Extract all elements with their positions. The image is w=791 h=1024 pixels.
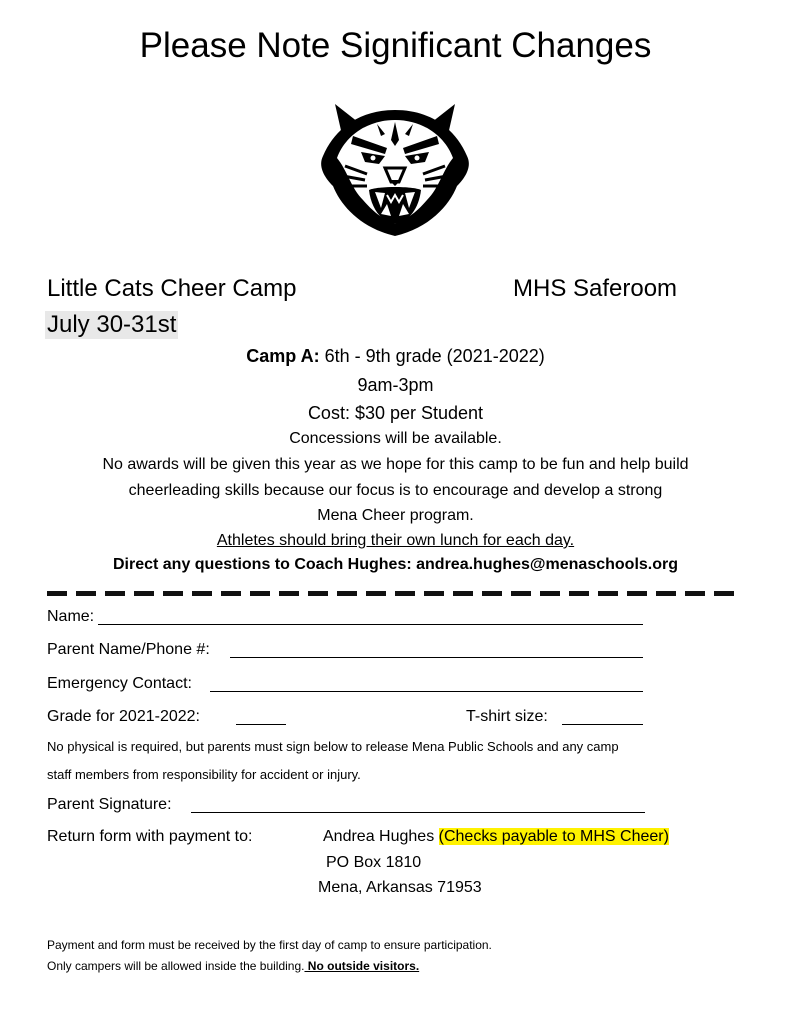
camp-location: MHS Saferoom — [513, 275, 678, 302]
return-address-line — [323, 828, 669, 846]
emergency-field[interactable] — [210, 691, 643, 692]
cut-line-divider — [47, 591, 741, 596]
release-line-1: No physical is required, but parents must sign below to release Mena Public Schools and any camp — [47, 739, 619, 754]
po-box: PO Box 1810 — [326, 854, 422, 871]
no-visitors-note: No outside visitors. — [304, 959, 420, 973]
grade-field[interactable] — [236, 724, 286, 725]
checks-payable-note: (Checks payable to MHS Cheer) — [438, 828, 669, 845]
camp-a-label: Camp A: — [246, 346, 320, 366]
name-label: Name: — [47, 608, 95, 625]
footer-line-1: Payment and form must be received by the first day of camp to ensure participation. — [47, 938, 492, 952]
camp-time: 9am-3pm — [357, 375, 434, 395]
camp-cost: Cost: $30 per Student — [307, 403, 484, 423]
footer-line-2 — [47, 959, 419, 973]
camp-dates: July 30-31st — [47, 311, 177, 338]
contact-line: Direct any questions to Coach Hughes: andrea.hughes@menaschools.org — [112, 556, 679, 573]
camp-a-line — [0, 346, 791, 367]
awards-line-1: No awards will be given this year as we hope for this camp to be fun and help build — [102, 456, 689, 473]
signature-label: Parent Signature: — [47, 796, 172, 813]
return-name: Andrea Hughes — [323, 828, 435, 845]
city-state-zip: Mena, Arkansas 71953 — [318, 879, 482, 896]
camp-name: Little Cats Cheer Camp — [47, 275, 297, 302]
tshirt-label: T-shirt size: — [466, 708, 548, 725]
concessions-note: Concessions will be available. — [289, 430, 502, 447]
page-title: Please Note Significant Changes — [139, 26, 652, 65]
wildcat-mascot-icon — [315, 96, 475, 238]
grade-label: Grade for 2021-2022: — [47, 708, 200, 725]
emergency-label: Emergency Contact: — [47, 675, 192, 692]
lunch-note: Athletes should bring their own lunch for each day. — [216, 532, 575, 549]
camp-a-grades: 6th - 9th grade (2021-2022) — [319, 346, 545, 366]
parent-label: Parent Name/Phone #: — [47, 641, 210, 658]
tshirt-field[interactable] — [562, 724, 643, 725]
return-label: Return form with payment to: — [47, 828, 253, 845]
release-line-2: staff members from responsibility for accident or injury. — [47, 767, 361, 782]
footer-line-2-prefix: Only campers will be allowed inside the building. — [47, 959, 305, 973]
name-field[interactable] — [98, 624, 643, 625]
parent-field[interactable] — [230, 657, 643, 658]
awards-line-3: Mena Cheer program. — [317, 507, 474, 524]
signature-field[interactable] — [191, 812, 645, 813]
awards-line-2: cheerleading skills because our focus is to encourage and develop a strong — [128, 482, 663, 499]
